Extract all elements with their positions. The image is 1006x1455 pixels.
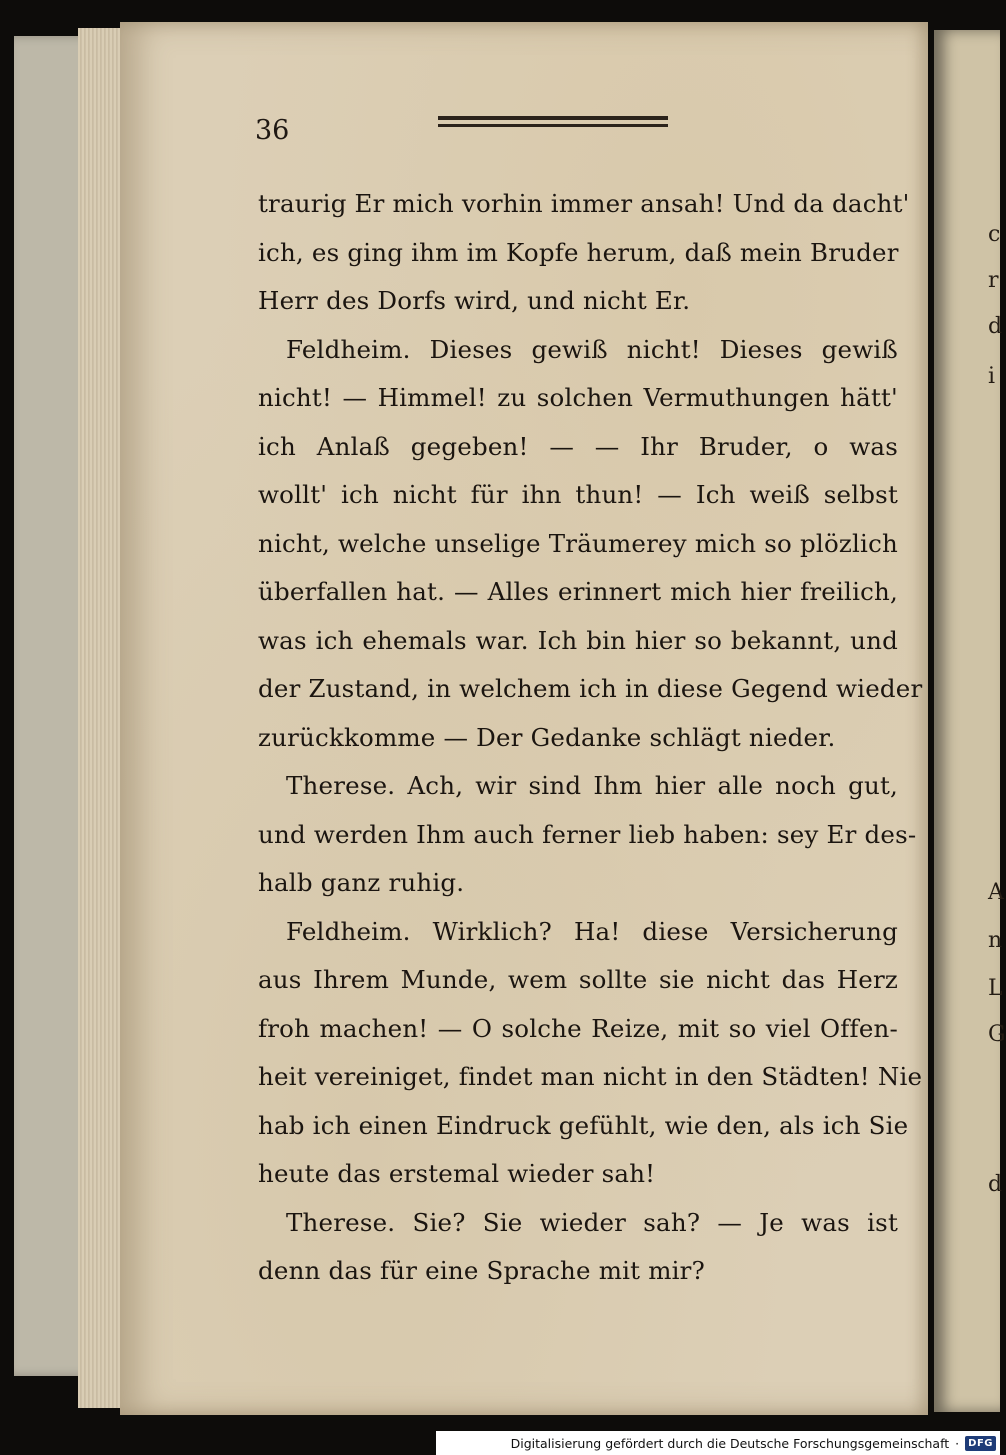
body-text <box>258 180 923 1296</box>
facing-page-letter: n <box>988 928 1003 953</box>
text-line: was ich ehemals war. Ich bin hier so bekannt, und <box>258 625 898 655</box>
text-line: nicht, welche unselige Träumerey mich so plözlich <box>258 528 898 558</box>
digitization-footer <box>436 1431 1000 1455</box>
text-line: Therese. Sie? Sie wieder sah? — Je was ist <box>286 1207 898 1237</box>
text-line: Feldheim. Wirklich? Ha! diese Versicherung <box>286 916 898 946</box>
text-line: der Zustand, in welchem ich in diese Gegend wieder <box>258 674 923 703</box>
text-line: Herr des Dorfs wird, und nicht Er. <box>258 286 691 315</box>
text-line: nicht! — Himmel! zu solchen Vermuthungen hätt' <box>258 383 898 412</box>
facing-page-letter: L <box>988 976 1003 1001</box>
text-line: zurückkomme — Der Gedanke schlägt nieder. <box>258 722 836 752</box>
text-line: heute das erstemal wieder sah! <box>258 1159 656 1188</box>
facing-page-letter: i <box>988 364 996 389</box>
header-rule <box>438 116 668 127</box>
text-line: aus Ihrem Munde, wem sollte sie nicht das Herz <box>258 965 898 994</box>
facing-page-letter: r <box>988 268 999 293</box>
text-line: traurig Er mich vorhin immer ansah! Und da dacht' <box>258 189 910 218</box>
text-line: hab ich einen Eindruck gefühlt, wie den, als ich Sie <box>258 1110 909 1140</box>
text-line: halb ganz ruhig. <box>258 868 465 897</box>
page-number: 36 <box>255 115 290 146</box>
facing-page-letter: d <box>988 314 1003 339</box>
text-line: froh machen! — O solche Reize, mit so viel Offen- <box>258 1013 898 1043</box>
text-line: Feldheim. Dieses gewiß nicht! Dieses gewiß <box>286 334 898 364</box>
facing-page-letter: A <box>988 880 1004 905</box>
text-line: und werden Ihm auch ferner lieb haben: sey Er des- <box>258 819 917 849</box>
dfg-logo: DFG <box>965 1436 996 1451</box>
facing-page-letter: d <box>988 1172 1003 1197</box>
footer-separator: · <box>955 1435 960 1451</box>
text-line: heit vereiniget, findet man nicht in den Städten! Nie <box>258 1062 923 1091</box>
text-line: Therese. Ach, wir sind Ihm hier alle noch gut, <box>286 771 898 800</box>
text-line: überfallen hat. — Alles erinnert mich hier freilich, <box>258 577 898 606</box>
facing-page-letter: c <box>988 222 1001 247</box>
footer-credit: Digitalisierung gefördert durch die Deutsche Forschungsgemeinschaft <box>510 1435 950 1451</box>
text-line: wollt' ich nicht für ihn thun! — Ich weiß selbst <box>258 480 898 509</box>
text-line: ich Anlaß gegeben! — — Ihr Bruder, o was <box>258 431 898 461</box>
text-line: denn das für eine Sprache mit mir? <box>258 1256 705 1285</box>
facing-page-letter: G <box>988 1022 1006 1047</box>
text-line: ich, es ging ihm im Kopfe herum, daß mein Bruder <box>258 237 899 267</box>
